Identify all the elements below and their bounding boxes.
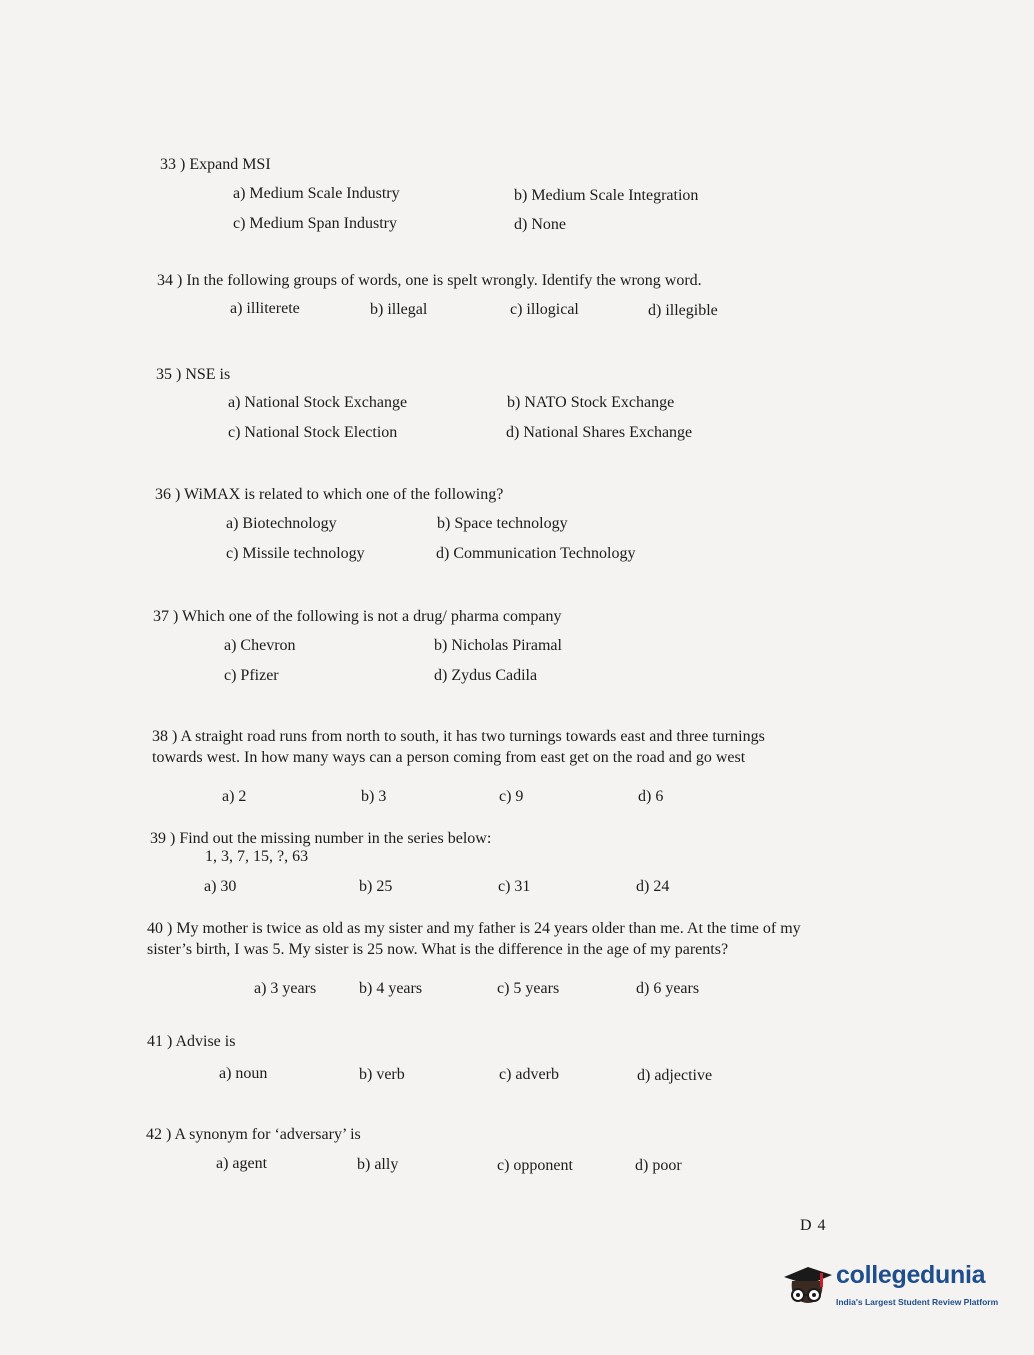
question-text: 34 ) In the following groups of words, one is spelt wrongly. Identify the wrong word. xyxy=(157,272,702,289)
option-c: c) 9 xyxy=(499,788,524,805)
question-text: 39 ) Find out the missing number in the series below: xyxy=(150,830,492,847)
option-b: b) ally xyxy=(357,1156,399,1173)
option-b: b) illegal xyxy=(370,301,428,318)
option-a: a) illiterete xyxy=(230,300,300,317)
question-text: 37 ) Which one of the following is not a drug/ pharma company xyxy=(153,608,562,625)
question-text: 42 ) A synonym for ‘adversary’ is xyxy=(146,1126,361,1143)
option-a: a) Chevron xyxy=(224,637,296,654)
option-c: c) Pfizer xyxy=(224,667,279,684)
question-text: 36 ) WiMAX is related to which one of the following? xyxy=(155,486,504,503)
option-d: d) adjective xyxy=(637,1067,713,1084)
question-36 xyxy=(155,484,503,505)
question-34 xyxy=(157,270,702,291)
option-a: a) agent xyxy=(216,1155,268,1172)
option-d: d) illegible xyxy=(648,302,718,319)
option-d: d) 6 years xyxy=(636,980,700,997)
option-b: b) 3 xyxy=(361,788,387,805)
question-38 xyxy=(152,726,802,768)
question-text: 38 ) A straight road runs from north to south, it has two turnings towards east and three turnings towards west. In how many ways can a person coming from east get on the road and go west xyxy=(152,728,765,766)
question-39 xyxy=(150,828,491,849)
number-series: 1, 3, 7, 15, ?, 63 xyxy=(205,848,309,865)
question-text: 41 ) Advise is xyxy=(147,1033,236,1050)
collegedunia-logo xyxy=(778,1255,1008,1315)
option-c: c) 31 xyxy=(498,878,531,895)
option-d: d) poor xyxy=(635,1157,682,1174)
option-a: a) Medium Scale Industry xyxy=(233,185,400,202)
option-b: b) Medium Scale Integration xyxy=(514,187,699,204)
option-b: b) Nicholas Piramal xyxy=(434,637,562,654)
page-number: D 4 xyxy=(800,1217,827,1234)
question-40 xyxy=(147,918,802,960)
option-a: a) Biotechnology xyxy=(226,515,337,532)
brand-tagline: India's Largest Student Review Platform xyxy=(836,1297,999,1307)
option-b: b) verb xyxy=(359,1066,405,1083)
option-d: d) National Shares Exchange xyxy=(506,424,693,441)
option-b: b) 4 years xyxy=(359,980,423,997)
option-a: a) 3 years xyxy=(254,980,317,997)
option-d: d) None xyxy=(514,216,566,233)
question-text: 33 ) Expand MSI xyxy=(160,156,271,173)
brand-name: collegedunia xyxy=(836,1261,986,1289)
option-c: c) National Stock Election xyxy=(228,424,398,441)
option-c: c) 5 years xyxy=(497,980,560,997)
option-d: d) Zydus Cadila xyxy=(434,667,538,684)
option-c: c) Missile technology xyxy=(226,545,365,562)
option-c: c) illogical xyxy=(510,301,579,318)
mascot-icon xyxy=(778,1255,834,1311)
option-c: c) adverb xyxy=(499,1066,559,1083)
question-41 xyxy=(147,1031,235,1052)
option-a: a) 30 xyxy=(204,878,237,895)
option-b: b) Space technology xyxy=(437,515,568,532)
question-text: 35 ) NSE is xyxy=(156,366,231,383)
question-text: 40 ) My mother is twice as old as my sister and my father is 24 years older than me. At the time of my sister’s birth, I was 5. My sister is 25 now. What is the difference in the age of my parents? xyxy=(147,920,801,958)
question-35 xyxy=(156,364,230,385)
question-33 xyxy=(160,154,271,175)
question-37 xyxy=(153,606,562,627)
option-d: d) 24 xyxy=(636,878,670,895)
option-b: b) 25 xyxy=(359,878,393,895)
option-c: c) opponent xyxy=(497,1157,573,1174)
option-d: d) Communication Technology xyxy=(436,545,636,562)
option-a: a) noun xyxy=(219,1065,268,1082)
option-a: a) National Stock Exchange xyxy=(228,394,408,411)
option-a: a) 2 xyxy=(222,788,247,805)
question-42 xyxy=(146,1124,361,1145)
option-d: d) 6 xyxy=(638,788,664,805)
option-c: c) Medium Span Industry xyxy=(233,215,397,232)
option-b: b) NATO Stock Exchange xyxy=(507,394,675,411)
